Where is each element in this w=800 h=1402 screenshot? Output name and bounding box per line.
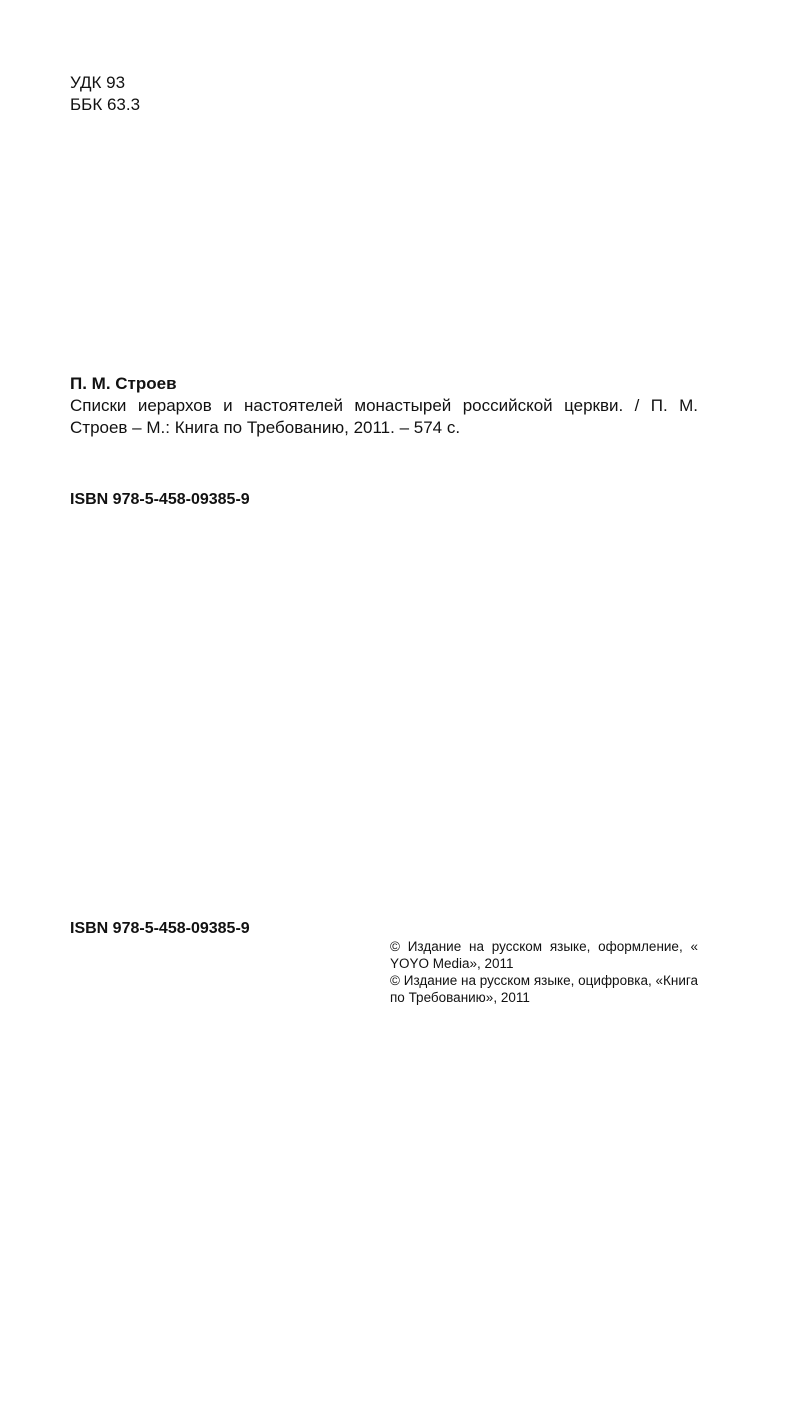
udk-code: УДК 93 <box>70 73 126 92</box>
copyright-line-design: © Издание на русском языке, оформление, « YOYO Media», 2011 <box>390 939 698 971</box>
author-name: П. М. Строев <box>70 374 177 393</box>
bibliographic-record <box>70 373 698 439</box>
classification-block <box>70 72 140 116</box>
isbn-top: ISBN 978-5-458-09385-9 <box>70 491 250 508</box>
isbn-bottom: ISBN 978-5-458-09385-9 <box>70 920 250 937</box>
bbk-code: ББК 63.3 <box>70 95 141 114</box>
bibliographic-description: Списки иерархов и настоятелей монастырей российской церкви. / П. М. Строев – М.: Книга по Требованию, 2011. – 574 с. <box>70 396 698 437</box>
copyright-block <box>390 938 698 1006</box>
copyright-line-digitization: © Издание на русском языке, оцифровка, «Книга по Требованию», 2011 <box>390 973 698 1005</box>
